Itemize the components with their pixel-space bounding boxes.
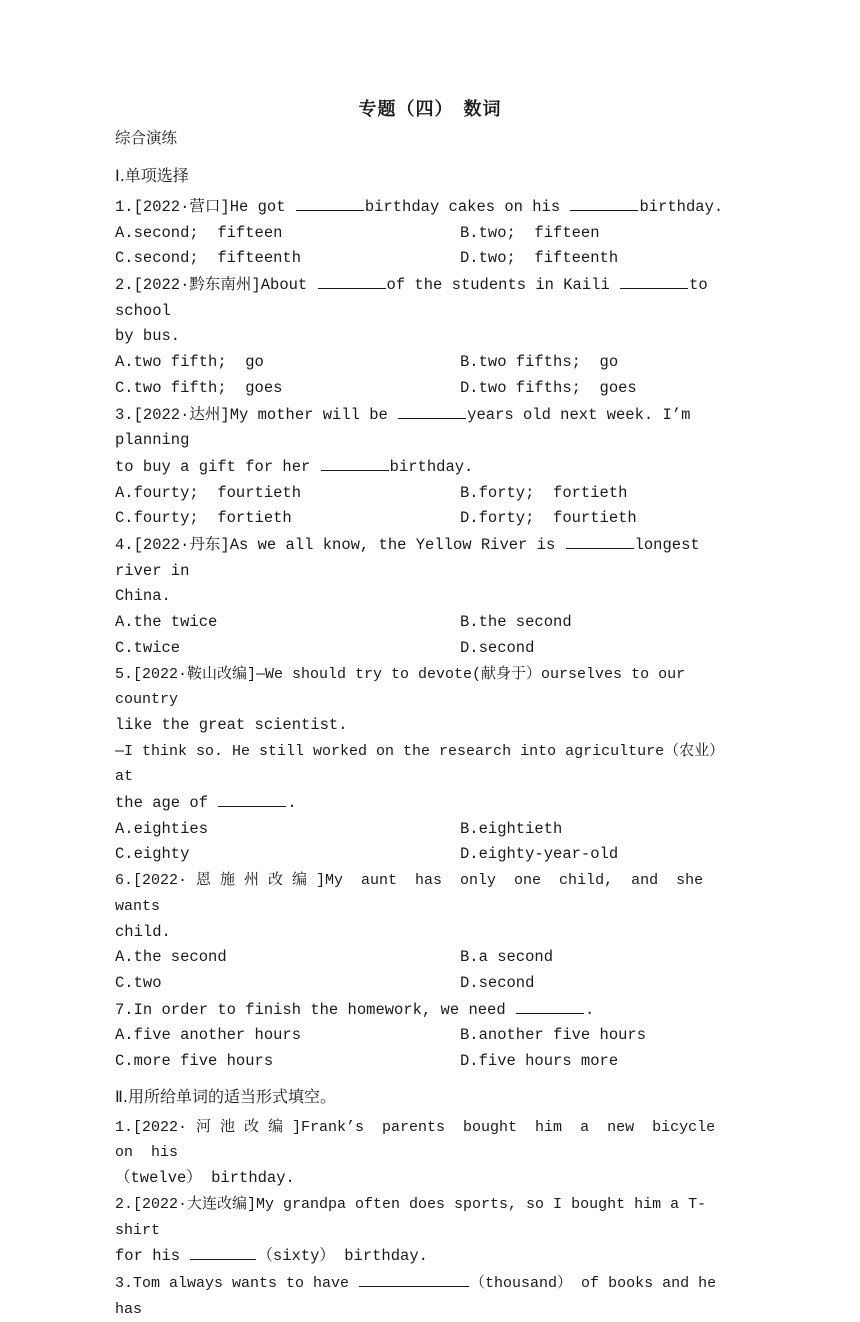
option-b: B.two fifths; go xyxy=(460,353,619,372)
option-c: C.more five hours xyxy=(115,1052,274,1070)
answer-blank xyxy=(296,194,364,211)
answer-blank xyxy=(218,790,286,807)
option-b: B.a second xyxy=(460,948,554,967)
option-a: A.two fifth; go xyxy=(115,353,264,372)
option-a: A.the twice xyxy=(115,613,218,632)
options-row xyxy=(115,376,745,402)
options-row xyxy=(115,221,745,247)
option-c: C.fourty; fortieth xyxy=(115,509,292,528)
option-b: B.another five hours xyxy=(460,1026,647,1045)
question-3: 3.[2022·达州]My mother will be years old next week. I’m planning xyxy=(115,402,745,454)
fill-question-3: 3.Tom always wants to have （thousand） of books and he has xyxy=(115,1270,745,1322)
option-c: C.eighty xyxy=(115,845,190,864)
option-a: A.the second xyxy=(115,948,227,967)
question-4-continued: China. xyxy=(115,587,171,606)
options-row xyxy=(115,1049,745,1075)
answer-blank xyxy=(570,194,638,211)
option-b: B.the second xyxy=(460,613,572,632)
option-d: D.two fifths; goes xyxy=(460,378,637,397)
options-row xyxy=(115,817,745,843)
option-d: D.forty; fourtieth xyxy=(460,509,637,528)
question-7: 7.In order to finish the homework, we need . xyxy=(115,997,745,1024)
option-a: A.five another hours xyxy=(115,1026,302,1045)
page-title: 专题（四） 数词 xyxy=(358,99,502,120)
answer-blank xyxy=(398,402,466,419)
fill-question-2-continued: for his （sixty） birthday. xyxy=(115,1243,745,1270)
options-row xyxy=(115,945,745,971)
option-c: C.second; fifteenth xyxy=(115,249,302,268)
answer-blank xyxy=(321,454,389,471)
option-c: C.two xyxy=(115,973,162,992)
section-heading-multiple-choice: Ⅰ.单项选择 xyxy=(115,166,189,185)
option-d: D.eighty-year-old xyxy=(460,845,619,864)
options-row xyxy=(115,842,745,868)
fill-question-1: 1.[2022· 河 池 改 编 ]Frank’s parents bought him a new bicycle on his xyxy=(115,1118,734,1162)
answer-blank xyxy=(566,532,634,549)
question-5-reply: —I think so. He still worked on the research into agriculture（农业） at xyxy=(115,742,734,786)
page-subtitle: 综合演练 xyxy=(115,129,178,147)
fill-question-1-continued: （twelve） birthday. xyxy=(115,1169,295,1188)
question-5-continued: like the great scientist. xyxy=(115,715,348,734)
options-row xyxy=(115,1023,745,1049)
answer-blank xyxy=(318,272,386,289)
option-d: D.two; fifteenth xyxy=(460,249,619,268)
options-row xyxy=(115,246,745,272)
question-5-reply-continued: the age of . xyxy=(115,790,745,817)
option-a: A.eighties xyxy=(115,819,209,838)
question-6-continued: child. xyxy=(115,922,171,941)
question-6: 6.[2022· 恩 施 州 改 编 ]My aunt has only one child, and she wants xyxy=(115,872,722,915)
options-row xyxy=(115,610,745,636)
option-d: D.second xyxy=(460,973,535,992)
options-row xyxy=(115,971,745,997)
options-row xyxy=(115,636,745,662)
question-3-continued: to buy a gift for her birthday. xyxy=(115,454,745,481)
option-b: B.two; fifteen xyxy=(460,223,600,242)
option-a: A.fourty; fourtieth xyxy=(115,483,302,502)
section-heading-fill-in: Ⅱ.用所给单词的适当形式填空。 xyxy=(115,1086,336,1106)
question-2: 2.[2022·黔东南州]About of the students in Kaili to school xyxy=(115,272,745,324)
option-b: B.eightieth xyxy=(460,819,563,838)
option-d: D.second xyxy=(460,638,535,657)
worksheet-page xyxy=(115,96,745,1322)
option-a: A.second; fifteen xyxy=(115,223,283,242)
options-row xyxy=(115,506,745,532)
option-c: C.twice xyxy=(115,638,181,657)
question-2-continued: by bus. xyxy=(115,327,181,346)
question-5: 5.[2022·鞍山改编]—We should try to devote(献身于）ourselves to our country xyxy=(115,665,695,709)
question-1: 1.[2022·营口]He got birthday cakes on his birthday. xyxy=(115,194,745,221)
options-row xyxy=(115,481,745,507)
answer-blank xyxy=(620,272,688,289)
answer-blank xyxy=(516,997,584,1014)
fill-question-2: 2.[2022·大连改编]My grandpa often does sports, so I bought him a T-shirt xyxy=(115,1195,707,1239)
question-4: 4.[2022·丹东]As we all know, the Yellow River is longest river in xyxy=(115,532,745,584)
option-b: B.forty; fortieth xyxy=(460,483,628,502)
answer-blank xyxy=(359,1270,469,1287)
answer-blank xyxy=(190,1243,256,1260)
options-row xyxy=(115,350,745,376)
option-d: D.five hours more xyxy=(460,1052,619,1070)
option-c: C.two fifth; goes xyxy=(115,378,283,397)
